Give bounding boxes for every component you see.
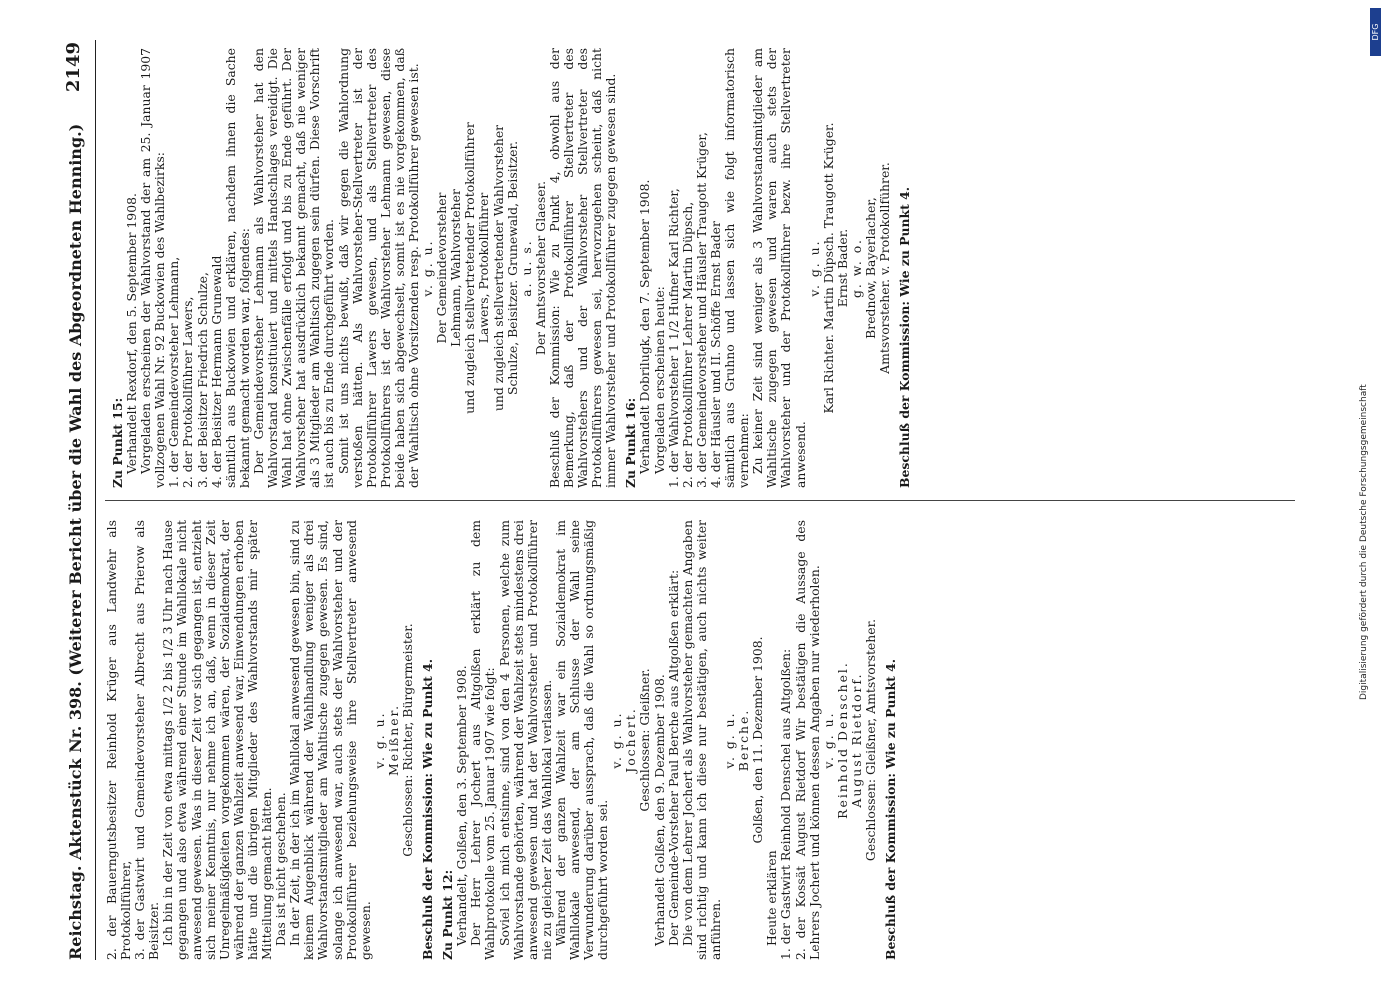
left-paragraph: Der Gemeinde-Vorsteher Paul Berche aus Altgolßen erklärt: (665, 569, 681, 946)
left-paragraph: v. g. u. (722, 711, 738, 769)
left-paragraph: Berche. (736, 708, 752, 772)
right-paragraph: g. w. o. (848, 238, 864, 299)
right-column (105, 48, 912, 488)
right-paragraph: v. g. u. (806, 239, 822, 297)
right-paragraph: Vorgeladen erscheinen der Wahlvorstand der am 25. Januar 1907 vollzogenen Wahl Nr. 92 Buckowien des Wahlbezirks: (138, 48, 168, 488)
left-column (105, 520, 898, 960)
rotated-page-content (65, 40, 1305, 960)
right-paragraph: Brednow, Bayerlacher, (862, 197, 878, 339)
right-paragraph: 4. der Häusler und II. Schöffe Ernst Bader (707, 221, 723, 488)
left-paragraph: Beschluß der Kommission: Wie zu Punkt 4. (883, 658, 899, 960)
right-paragraph: Zu keiner Zeit sind weniger als 3 Wahlvorstandsmitglieder am Wahltische zugegen gewesen und waren auch stets der Wahlvorsteher und der Protokollführer bezw. ihre Stellvertreter anwesend. (750, 48, 808, 488)
left-paragraph: August Rietdorf. (848, 672, 864, 808)
left-paragraph: Beschluß der Kommission: Wie zu Punkt 4. (420, 658, 436, 960)
right-paragraph: Der Gemeindevorsteher Lehmann als Wahlvorsteher hat den Wahlvorstand konstituiert und mittels Handschlages vereidigt. Die Wahl hat ohne Zwischenfälle erfolgt und bis zu Ende geführt. Der Wahlvorsteher hat ausdrücklich bekannt gemacht, daß nie weniger als 3 Mitglieder am Wahltisch zugegen sein dürfen. Diese Vorschrift ist auch bis zu Ende durchgeführt worden. (250, 48, 337, 488)
left-paragraph: Ich bin in der Zeit von etwa mittags 1/2 2 bis 1/2 3 Uhr nach Hause gegangen und also etwa während einer Stunde im Wahllokale nicht anwesend gewesen. Was in dieser Zeit vor sich gegangen ist, entzieht sich meiner Kenntnis, nur nehme ich an, daß, wenn in dieser Zeit Unregelmäßigkeiten vorgekommen wären, der Sozialdemokrat, der während der ganzen Wahlzeit anwesend war, Einwendungen erhoben hätte und die übrigen Mitglieder des Wahlvorstands mir später Mitteilung gemacht hätten. (160, 520, 275, 960)
right-paragraph: Vorgeladen erscheinen heute: (651, 286, 667, 474)
right-paragraph: Lehmann, Wahlvorsteher (448, 189, 464, 347)
right-paragraph: 2. der Protokollführer Lawers, (180, 296, 196, 488)
right-paragraph: 3. der Gemeindevorsteher und Häusler Traugott Krüger, (693, 132, 709, 488)
left-paragraph: Während der ganzen Wahlzeit war ein Sozialdemokrat im Wahllokale anwesend, der am Schlusse der Wahl seine Verwunderung darüber aussprach, daß die Wahl so ordnungsmäßig durchgeführt worden sei. (552, 520, 611, 960)
right-paragraph: 3. der Beisitzer Friedrich Schulze, (194, 272, 210, 488)
right-paragraph: 2. der Protokollführer Lehrer Martin Düpsch, (679, 201, 695, 488)
left-paragraph: Der Herr Lehrer Jochert aus Altgolßen erklärt zu dem Wahlprotokolle vom 25. Januar 1907 wie folgt: (468, 520, 498, 960)
right-paragraph: Amtsvorsteher. v. Protokollführer. (877, 162, 893, 374)
left-paragraph: Jochert. (623, 707, 639, 773)
right-paragraph: und zugleich stellvertretender Wahlvorsteher (490, 124, 506, 412)
left-paragraph: Heute erklären (764, 850, 780, 946)
left-paragraph: In der Zeit, in der ich im Wahllokal anwesend gewesen bin, sind zu keinem Augenblick während der Wahlhandlung weniger als drei Wahlvorstandsmitglieder am Wahltische zugegen gewesen. Es sind, solange ich anwesend war, auch stets der Wahlvorsteher und der Protokollführer beziehungsweise ihre Stellvertreter anwesend gewesen. (287, 520, 373, 960)
left-paragraph: 2. der Bauerngutsbesitzer Reinhold Krüger aus Landwehr als Protokollführer, (104, 520, 134, 960)
right-paragraph: Zu Punkt 16: (623, 397, 639, 488)
right-paragraph: und zugleich stellvertretender Protokollführer (462, 122, 478, 414)
right-paragraph: sämtlich aus Gruhno und lassen sich wie folgt informatorisch vernehmen: (722, 48, 752, 488)
left-paragraph: 1. der Gastwirt Reinhold Denschel aus Altgolßen: (778, 648, 794, 960)
left-paragraph: Reinhold Denschel. (834, 661, 850, 819)
dfg-logo-text: DFG (1371, 23, 1380, 41)
right-paragraph: 1. der Wahlvorsteher 1 1/2 Hufner Karl Richter, (665, 188, 681, 488)
right-paragraph: Beschluß der Kommission: Wie zu Punkt 4. (897, 186, 913, 488)
right-paragraph: sämtlich aus Buckowien und erklären, nachdem ihnen die Sache bekannt gemacht worden war, folgendes: (222, 48, 252, 488)
right-paragraph: Der Amtsvorsteher Glaeser. (532, 180, 548, 356)
right-paragraph: Karl Richter. Martin Düpsch. Traugott Krüger. (820, 122, 836, 414)
left-paragraph: v. g. u. (371, 711, 387, 769)
left-paragraph: Die von dem Lehrer Jochert als Wahlvorsteher gemachten Angaben sind richtig und kann ich diese nur bestätigen, auch nichts weiter anführen. (679, 520, 723, 960)
right-paragraph: Beschluß der Kommission: Wie zu Punkt 4, obwohl aus der Bemerkung, daß der Protokollführer Stellvertreter des Wahlvorstehers und der Wahlvorsteher Stellvertreter des Protokollführers gewesen sei, hervorzugehen scheint, daß nicht immer Wahlvorsteher und Protokollführer zugegen gewesen sind. (546, 48, 619, 488)
left-paragraph: Das ist nicht geschehen. (273, 792, 289, 946)
right-paragraph: Ernst Bader. (834, 228, 850, 308)
left-paragraph: 2. der Kossät August Rietdorf Wir bestätigen die Aussage des Lehrers Jochert und können dessen Angaben nur wiederholen. (792, 520, 822, 960)
page-header (65, 40, 96, 960)
left-paragraph: Golßen, den 11. Dezember 1908. (750, 636, 766, 844)
right-paragraph: Der Gemeindevorsteher (434, 192, 450, 344)
right-paragraph: Verhandelt Dobrilugk, den 7. September 1908. (637, 179, 653, 474)
right-paragraph: v. g. u. (420, 239, 436, 297)
left-paragraph: Verhandelt Golßen, den 9. Dezember 1908. (651, 674, 667, 946)
right-paragraph: 4. der Beisitzer Hermann Grunewald (208, 255, 224, 488)
right-paragraph: Zu Punkt 15: (110, 397, 125, 488)
column-rule (105, 500, 1295, 501)
left-paragraph: Geschlossen: Gleißner. (637, 668, 653, 812)
left-paragraph: Soviel ich mich entsinne, sind von den 4 Personen, welche zum Wahlvorstande gehörten, während der Wahlzeit stets mindestens drei anwesend gewesen und hat der Wahlvorsteher und Protokollführer nie zu gleicher Zeit das Wahllokal verlassen. (496, 520, 554, 960)
left-paragraph: v. g. u. (609, 711, 625, 769)
right-paragraph: 1. der Gemeindevorsteher Lehmann, (166, 256, 182, 488)
left-paragraph: Zu Punkt 12: (440, 869, 456, 960)
right-paragraph: Somit ist uns nichts bewußt, daß wir gegen die Wahlordnung verstoßen hätten. Als Wahlvorsteher-Stellvertreter ist der Protokollführer Lawers gewesen, und als Stellvertreter des Protokollführers ist der Wahlvorsteher Lehmann gewesen, diese beide haben sich abgewechselt, somit ist es nie vorgekommen, daß der Wahltisch ohne Vorsitzenden resp. Protokollführer gewesen ist. (335, 48, 421, 488)
right-paragraph: Lawers, Protokollführer (476, 192, 492, 344)
right-paragraph: a. u. s. (518, 239, 534, 297)
right-paragraph: Schulze, Beisitzer. Grunewald, Beisitzer. (504, 140, 520, 396)
left-paragraph: Geschlossen: Gleißner, Amtsvorsteher. (862, 618, 878, 862)
running-title: Reichstag. Aktenstück Nr. 398. (Weiterer Bericht über die Wahl des Abgeordneten Henning.) (66, 123, 85, 960)
left-paragraph: Geschlossen: Richter, Bürgermeister. (399, 623, 415, 857)
digitization-credit: Digitalisierung gefördert durch die Deutsche Forschungsgemeinschaft (1359, 384, 1369, 700)
left-paragraph: Meißner. (385, 703, 401, 777)
left-paragraph: v. g. u. (820, 711, 836, 769)
left-paragraph: Verhandelt, Golßen, den 3. September 1908. (454, 665, 470, 946)
page-number: 2149 (63, 42, 84, 93)
right-paragraph: Verhandelt Rexdorf, den 5. September 1908. (124, 193, 140, 474)
left-paragraph: 3. der Gastwirt und Gemeindevorsteher Albrecht aus Prierow als Beisitzer. (132, 520, 162, 960)
